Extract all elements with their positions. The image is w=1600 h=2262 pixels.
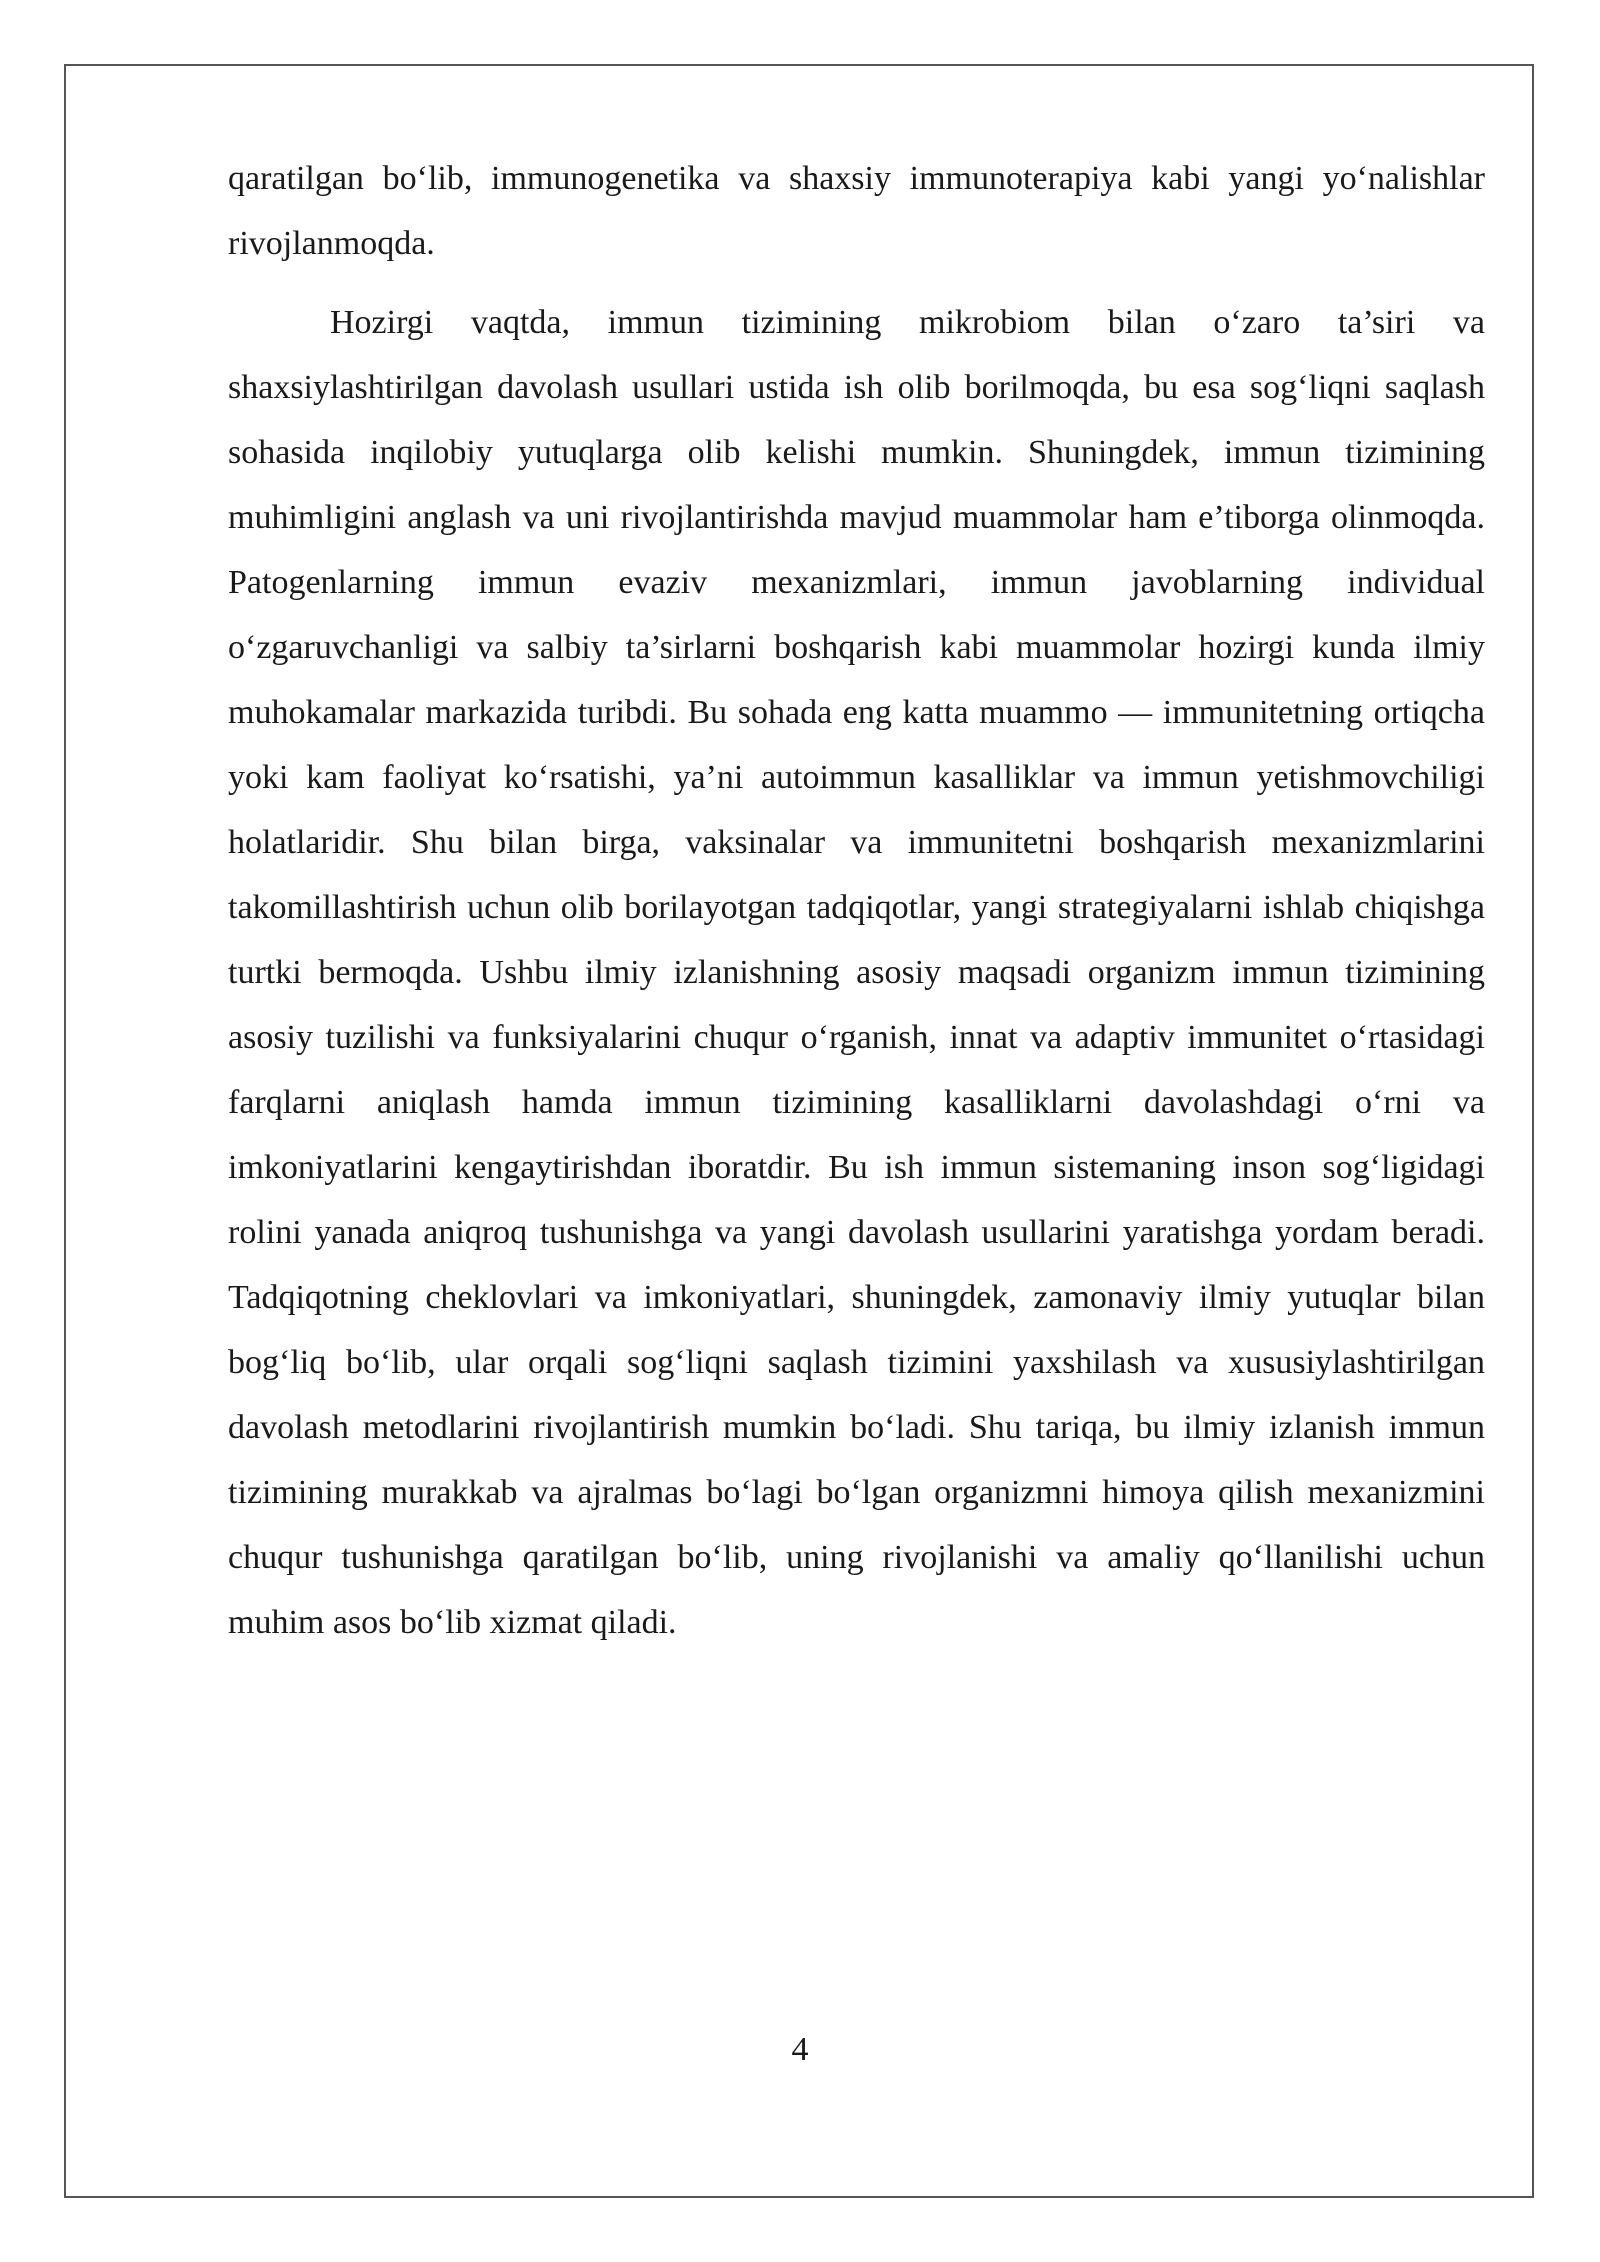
paragraph-main: Hozirgi vaqtda, immun tizimining mikrobiom bilan o‘zaro ta’siri va shaxsiylashtirilgan davolash usullari ustida ish olib borilmoqda, bu esa sog‘liqni saqlash sohasida inqilobiy yutuqlarga olib kelishi mumkin. Shuningdek, immun tizimining muhimligini anglash va uni rivojlantirishda mavjud muammolar ham e’tiborga olinmoqda. Patogenlarning immun evaziv mexanizmlari, immun javoblarning individual o‘zgaruvchanligi va salbiy ta’sirlarni boshqarish kabi muammolar hozirgi kunda ilmiy muhokamalar markazida turibdi. Bu sohada eng katta muammo — immunitetning ortiqcha yoki kam faoliyat ko‘rsatishi, ya’ni autoimmun kasalliklar va immun yetishmovchiligi holatlaridir. Shu bilan birga, vaksinalar va immunitetni boshqarish mexanizmlarini takomillashtirish uchun olib borilayotgan tadqiqotlar, yangi strategiyalarni ishlab chiqishga turtki bermoqda. Ushbu ilmiy izlanishning asosiy maqsadi organizm immun tizimining asosiy tuzilishi va funksiyalarini chuqur o‘rganish, innat va adaptiv immunitet o‘rtasidagi farqlarni aniqlash hamda immun tizimining kasalliklarni davolashdagi o‘rni va imkoniyatlarini kengaytirishdan iboratdir. Bu ish immun sistemaning inson sog‘ligidagi rolini yanada aniqroq tushunishga va yangi davolash usullarini yaratishga yordam beradi. Tadqiqotning cheklovlari va imkoniyatlari, shuningdek, zamonaviy ilmiy yutuqlar bilan bog‘liq bo‘lib, ular orqali sog‘liqni saqlash tizimini yaxshilash va xususiylashtirilgan davolash metodlarini rivojlantirish mumkin bo‘ladi. Shu tariqa, bu ilmiy izlanish immun tizimining murakkab va ajralmas bo‘lagi bo‘lgan organizmni himoya qilish mexanizmini chuqur tushunishga qaratilgan bo‘lib, uning rivojlanishi va amaliy qo‘llanilishi uchun muhim asos bo‘lib xizmat qiladi. (228, 304, 1485, 1641)
page-number: 4 (791, 2031, 809, 2068)
paragraph-continuation: qaratilgan bo‘lib, immunogenetika va shaxsiy immunoterapiya kabi yangi yo‘nalishlar rivojlanmoqda. (228, 160, 1485, 262)
document-body (228, 146, 1485, 1655)
